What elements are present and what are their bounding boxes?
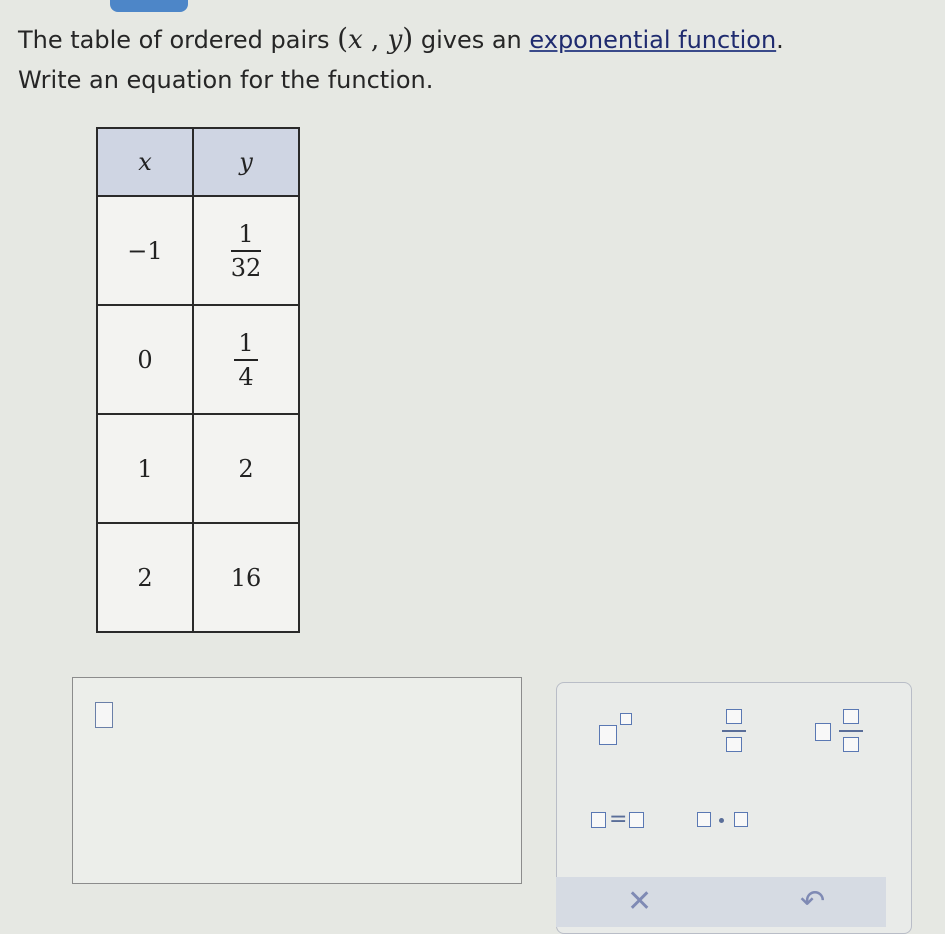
- open-paren: (: [337, 22, 349, 55]
- cell-y: 2: [193, 414, 299, 523]
- whole-box-icon: [815, 723, 831, 741]
- table-row: [97, 523, 299, 632]
- question-text: The table of ordered pairs: [18, 26, 338, 54]
- denominator-box-icon: [843, 737, 859, 752]
- fraction-denominator: 32: [230, 253, 262, 282]
- question-text-middle: gives an: [413, 26, 530, 54]
- clear-button[interactable]: ✕: [627, 884, 653, 919]
- table-row: [97, 305, 299, 414]
- right-box-icon: [629, 812, 644, 828]
- fraction-denominator: 4: [238, 362, 254, 391]
- exponential-function-link[interactable]: exponential function: [529, 26, 777, 54]
- fraction-numerator: 1: [234, 329, 257, 361]
- undo-button[interactable]: ↶: [800, 884, 826, 919]
- cell-y: 16: [193, 523, 299, 632]
- table-row: [97, 196, 299, 305]
- numerator-box-icon: [843, 709, 859, 724]
- variable-x: x: [348, 25, 363, 55]
- denominator-box-icon: [726, 737, 742, 752]
- cell-x: 1: [97, 414, 193, 523]
- left-box-icon: [591, 812, 606, 828]
- equals-icon: =: [609, 807, 628, 832]
- mixed-number-button[interactable]: [811, 703, 871, 759]
- question-line-1: [18, 22, 784, 55]
- cell-x: −1: [97, 196, 193, 305]
- numerator-box-icon: [726, 709, 742, 724]
- right-box-icon: [734, 812, 748, 827]
- fraction: [231, 220, 262, 282]
- exponent-box-icon: [620, 713, 632, 725]
- dot-icon: [719, 818, 724, 823]
- exponent-button[interactable]: [595, 709, 645, 749]
- question-period: .: [776, 26, 784, 54]
- multiply-dot-button[interactable]: [697, 807, 767, 837]
- cell-y: [193, 196, 299, 305]
- cell-y: [193, 305, 299, 414]
- fraction-bar-icon: [839, 730, 863, 732]
- top-tab-indicator: [110, 0, 188, 12]
- question-line-2: Write an equation for the function.: [18, 66, 434, 94]
- close-paren: ): [402, 22, 414, 55]
- fraction-bar-icon: [722, 730, 746, 732]
- header-y: y: [193, 128, 299, 196]
- table-header-row: [97, 128, 299, 196]
- fraction-button[interactable]: [717, 703, 753, 759]
- variable-y: y: [387, 25, 403, 55]
- table-row: [97, 414, 299, 523]
- comma: ,: [362, 25, 388, 55]
- header-x: x: [97, 128, 193, 196]
- fraction: [234, 329, 257, 391]
- answer-input[interactable]: [72, 677, 522, 884]
- cell-x: 2: [97, 523, 193, 632]
- cell-x: 0: [97, 305, 193, 414]
- left-box-icon: [697, 812, 711, 827]
- base-box-icon: [599, 725, 617, 745]
- equals-button[interactable]: [591, 807, 661, 837]
- ordered-pairs-table: [96, 127, 300, 633]
- input-cursor-box[interactable]: [95, 702, 113, 728]
- fraction-numerator: 1: [231, 220, 262, 252]
